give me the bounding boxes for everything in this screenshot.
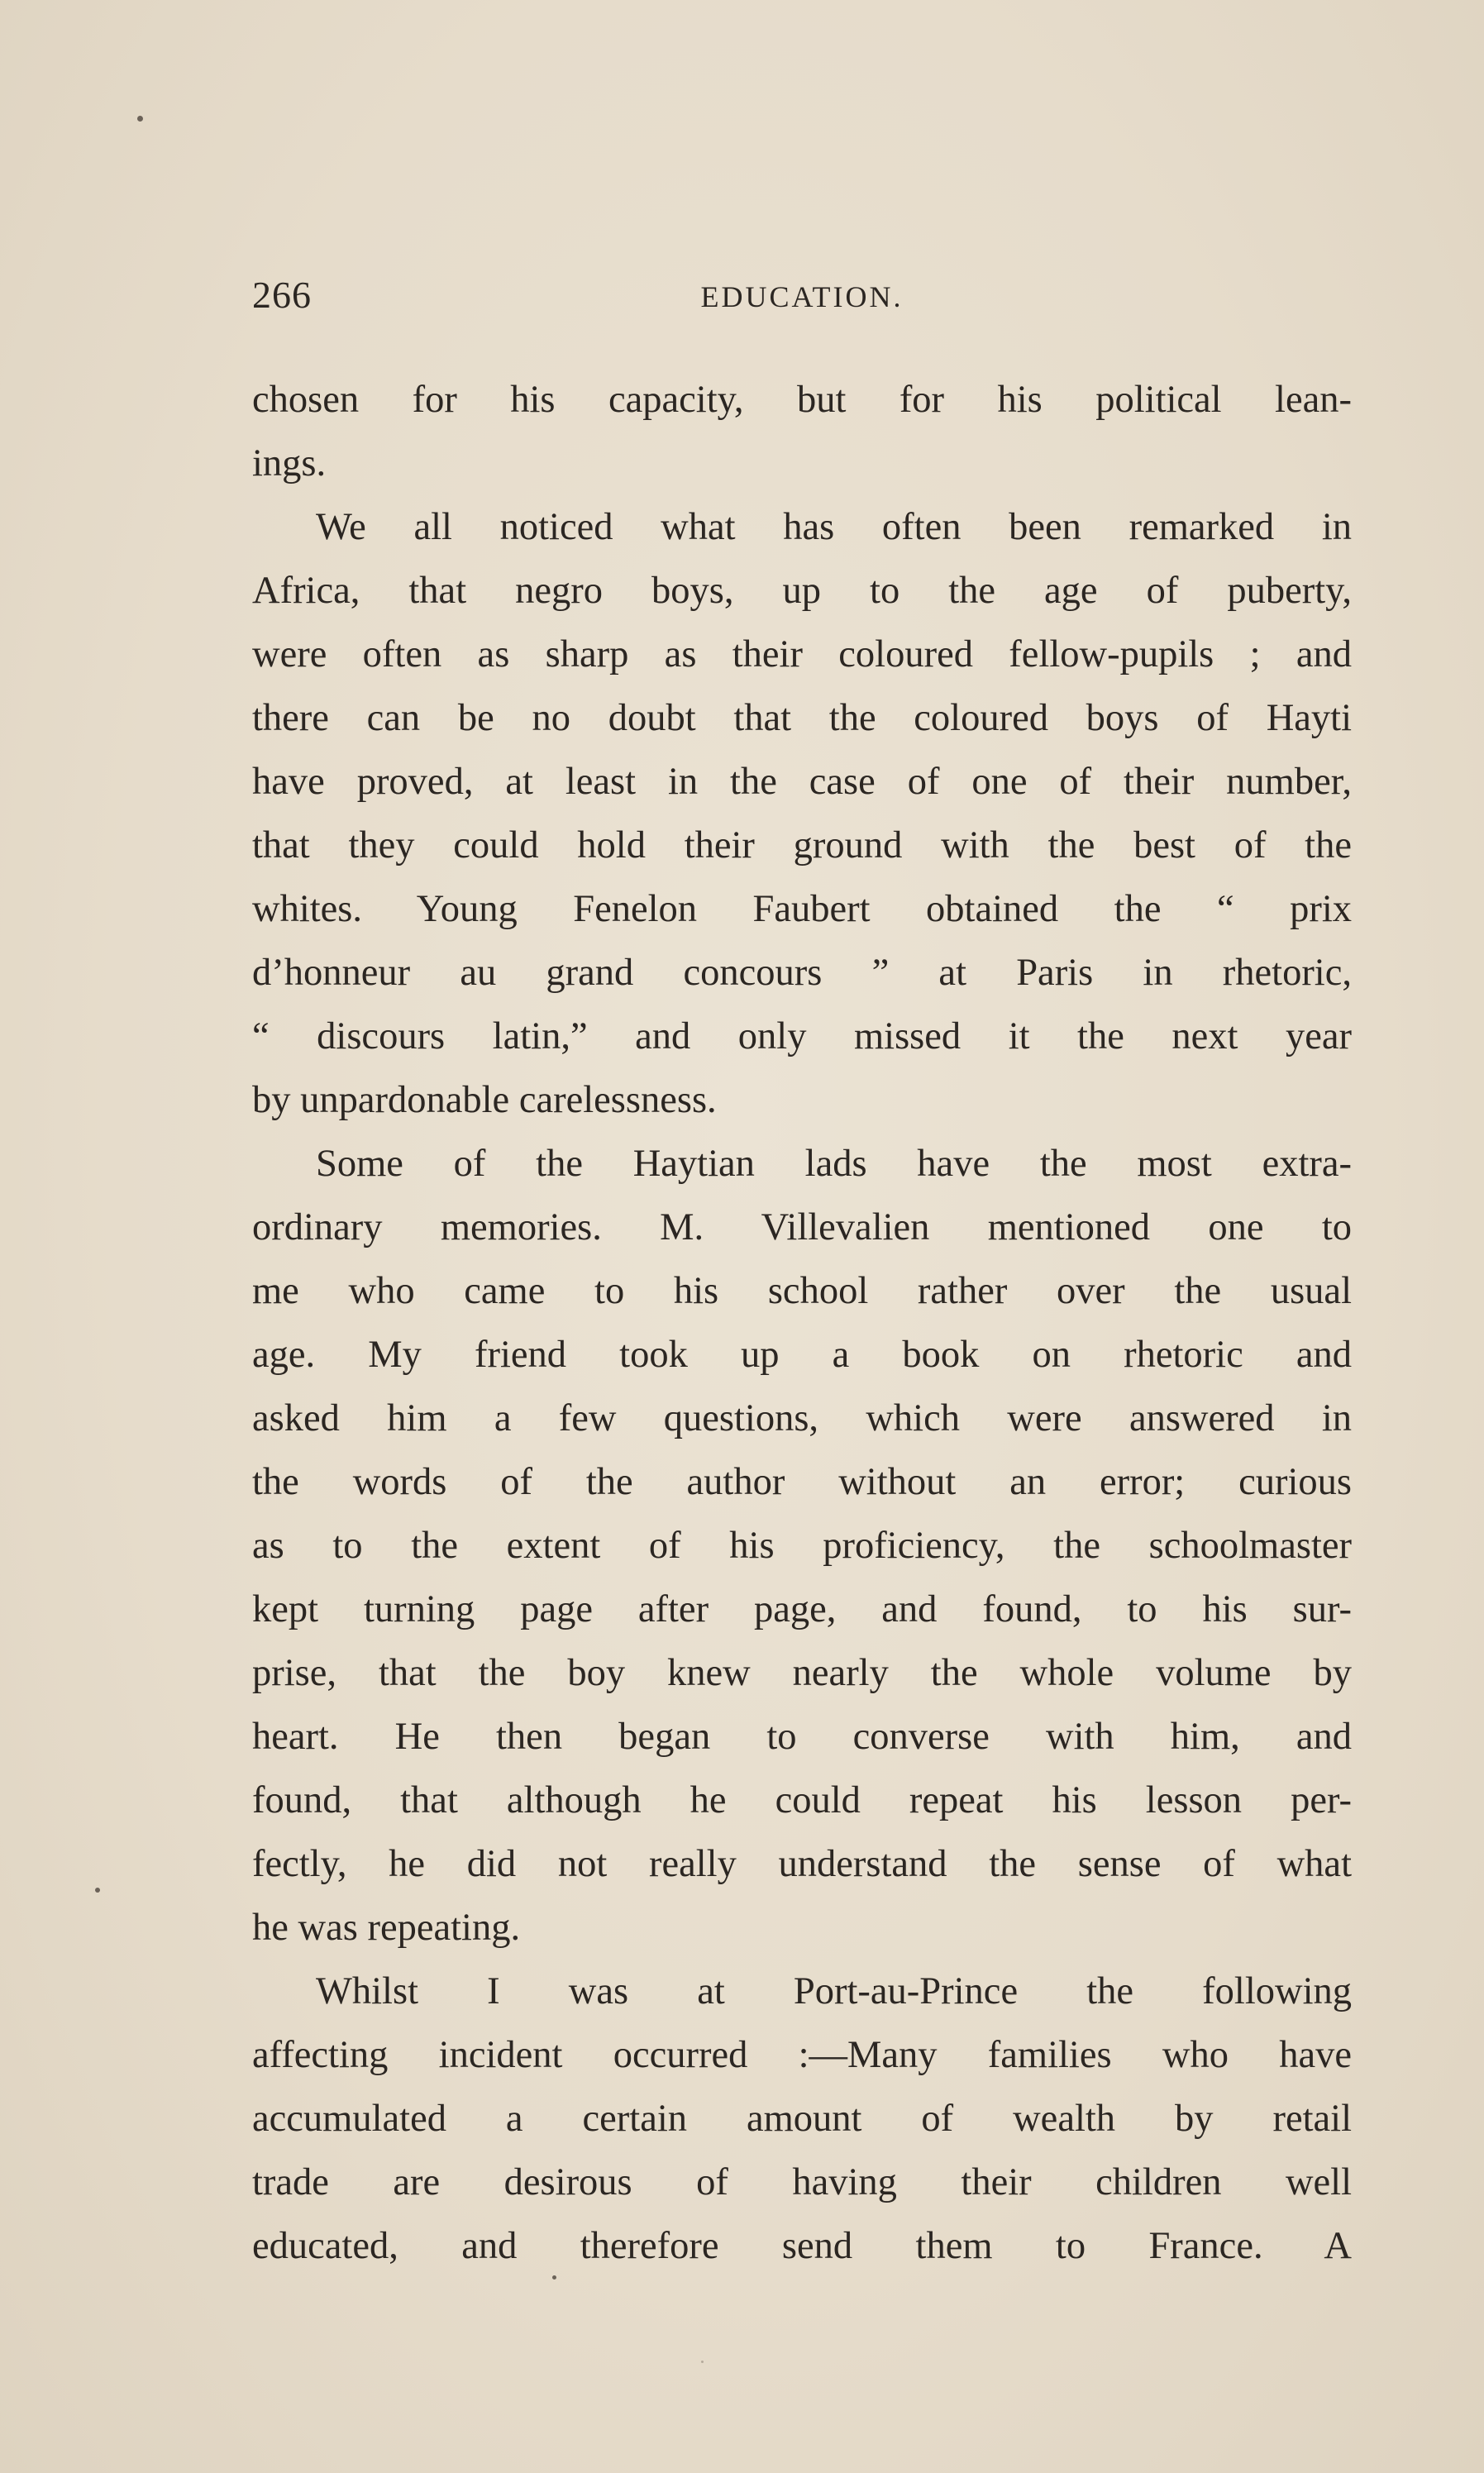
text-line: Africa, that negro boys, up to the age of puberty, (252, 570, 1352, 612)
text-line: by unpardonable carelessness. (252, 1079, 717, 1121)
text-line: have proved, at least in the case of one of their number, (252, 761, 1352, 803)
paper-speck (701, 2361, 704, 2363)
text-line: fectly, he did not really understand the sense of what (252, 1843, 1352, 1885)
text-line: whites. Young Fenelon Faubert obtained the “ prix (252, 888, 1352, 930)
paper-speck (95, 1888, 100, 1893)
text-line: educated, and therefore send them to France. A (252, 2225, 1352, 2267)
text-line: there can be no doubt that the coloured boys of Hayti (252, 697, 1352, 739)
text-line: Some of the Haytian lads have the most extra- (316, 1143, 1352, 1185)
text-line: ings. (252, 442, 327, 485)
text-line: kept turning page after page, and found, to his sur- (252, 1588, 1352, 1630)
text-line: accumulated a certain amount of wealth by retail (252, 2098, 1352, 2140)
text-line: as to the extent of his proficiency, the schoolmaster (252, 1525, 1352, 1567)
running-head: EDUCATION. (700, 280, 904, 313)
body-text (252, 368, 1352, 2278)
text-line: age. My friend took up a book on rhetoric and (252, 1334, 1352, 1376)
text-line: me who came to his school rather over the usual (252, 1270, 1352, 1312)
text-line: ordinary memories. M. Villevalien mentioned one to (252, 1206, 1352, 1248)
text-line: Whilst I was at Port-au-Prince the following (316, 1970, 1352, 2012)
text-line: “ discours latin,” and only missed it the next year (252, 1015, 1352, 1057)
text-line: were often as sharp as their coloured fellow-pupils ; and (252, 633, 1352, 676)
text-line: trade are desirous of having their children well (252, 2161, 1352, 2203)
text-line: he was repeating. (252, 1907, 521, 1949)
text-line: found, that although he could repeat his lesson per- (252, 1779, 1352, 1821)
page-number: 266 (252, 274, 312, 316)
page-header (252, 273, 1352, 331)
paper-speck (552, 2275, 556, 2280)
text-line: d’honneur au grand concours ” at Paris in rhetoric, (252, 952, 1352, 994)
text-line: We all noticed what has often been remarked in (316, 506, 1352, 548)
text-line: that they could hold their ground with the best of the (252, 824, 1352, 867)
text-line: asked him a few questions, which were answered in (252, 1397, 1352, 1439)
text-line: prise, that the boy knew nearly the whole volume by (252, 1652, 1352, 1694)
text-line: the words of the author without an error; curious (252, 1461, 1352, 1503)
text-line: chosen for his capacity, but for his political lean- (252, 379, 1352, 421)
text-line: affecting incident occurred :—Many families who have (252, 2034, 1352, 2076)
text-line: heart. He then began to converse with him, and (252, 1716, 1352, 1758)
paper-speck (137, 116, 143, 122)
